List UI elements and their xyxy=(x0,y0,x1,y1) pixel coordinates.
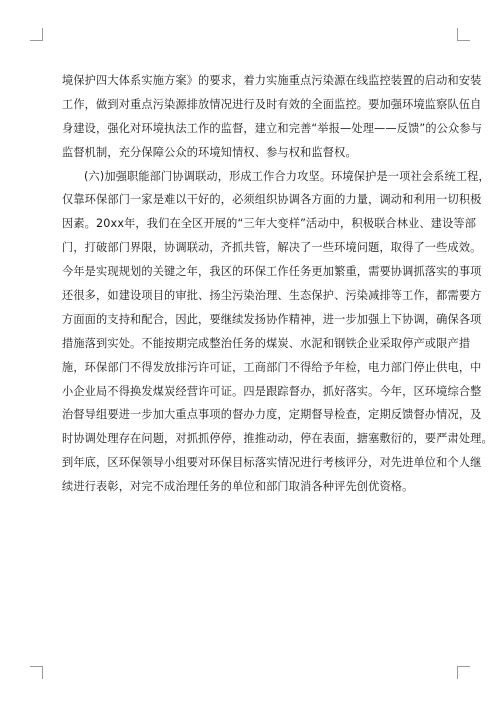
text-line: 身建设，强化对环境执法工作的监督，建立和完善“举报—处理——反馈”的公众参与 xyxy=(62,121,483,135)
text-line: 门，打破部门界限，协调联动，齐抓共管，解决了一些环境问题，取得了一些成效。 xyxy=(62,241,482,255)
text-line: 续进行表彰，对完不成治理任务的单位和部门取消各种评先创优资格。 xyxy=(62,480,414,494)
crop-mark-bottom-left xyxy=(30,666,43,679)
text-line: 境保护四大体系实施方案》的要求，着力实施重点污染源在线监控装置的启动和安装 xyxy=(62,74,482,87)
text-line: 因素。20xx年，我们在全区开展的“三年大变样”活动中，积极联合林业、建设等部 xyxy=(62,217,477,231)
crop-mark-top-right xyxy=(457,28,470,41)
text-line: 时协调处理存在问题，对抓抓停停，推推动动，停在表面，搪塞敷衍的，要严肃处理。 xyxy=(62,432,493,446)
crop-mark-top-left xyxy=(30,28,43,41)
text-line: 治督导组要进一步加大重点事项的督办力度，定期督导检查，定期反馈督办情况，及 xyxy=(62,408,482,422)
text-line: 措施落到实处。不能按期完成整治任务的煤炭、水泥和钢铁企业采取停产或限产措 xyxy=(62,336,471,350)
text-line: 监督机制，充分保障公众的环境知情权、参与权和监督权。 xyxy=(62,145,357,159)
text-line: 方面面的支持和配合，因此，要继续发扬协作精神，进一步加强上下协调，确保各项 xyxy=(62,312,482,326)
text-line: 仅靠环保部门一家是难以干好的，必须组织协调各方面的力量，调动和利用一切积极 xyxy=(62,193,482,207)
crop-mark-bottom-right xyxy=(457,666,470,679)
text-line: (六)加强职能部门协调联动，形成工作合力攻坚。环境保护是一项社会系统工程， xyxy=(84,169,490,183)
text-line: 到年底，区环保领导小组要对环保目标落实情况进行考核评分，对先进单位和个人继 xyxy=(62,456,482,470)
text-line: 今年是实现规划的关键之年，我区的环保工作任务更加繁重，需要协调抓落实的事项 xyxy=(62,265,482,279)
text-line: 工作，做到对重点污染源排放情况进行及时有效的全面监控。要加强环境监察队伍自 xyxy=(62,97,482,111)
text-line: 小企业局不得换发煤炭经营许可证。四是跟踪督办，抓好落实。今年，区环境综合整 xyxy=(62,384,482,398)
text-line: 施，环保部门不得发放排污许可证，工商部门不得给予年检，电力部门停止供电，中 xyxy=(62,360,482,374)
text-line: 还很多，如建设项目的审批、扬尘污染治理、生态保护、污染减排等工作，都需要方 xyxy=(62,289,482,303)
body-text xyxy=(62,69,493,499)
